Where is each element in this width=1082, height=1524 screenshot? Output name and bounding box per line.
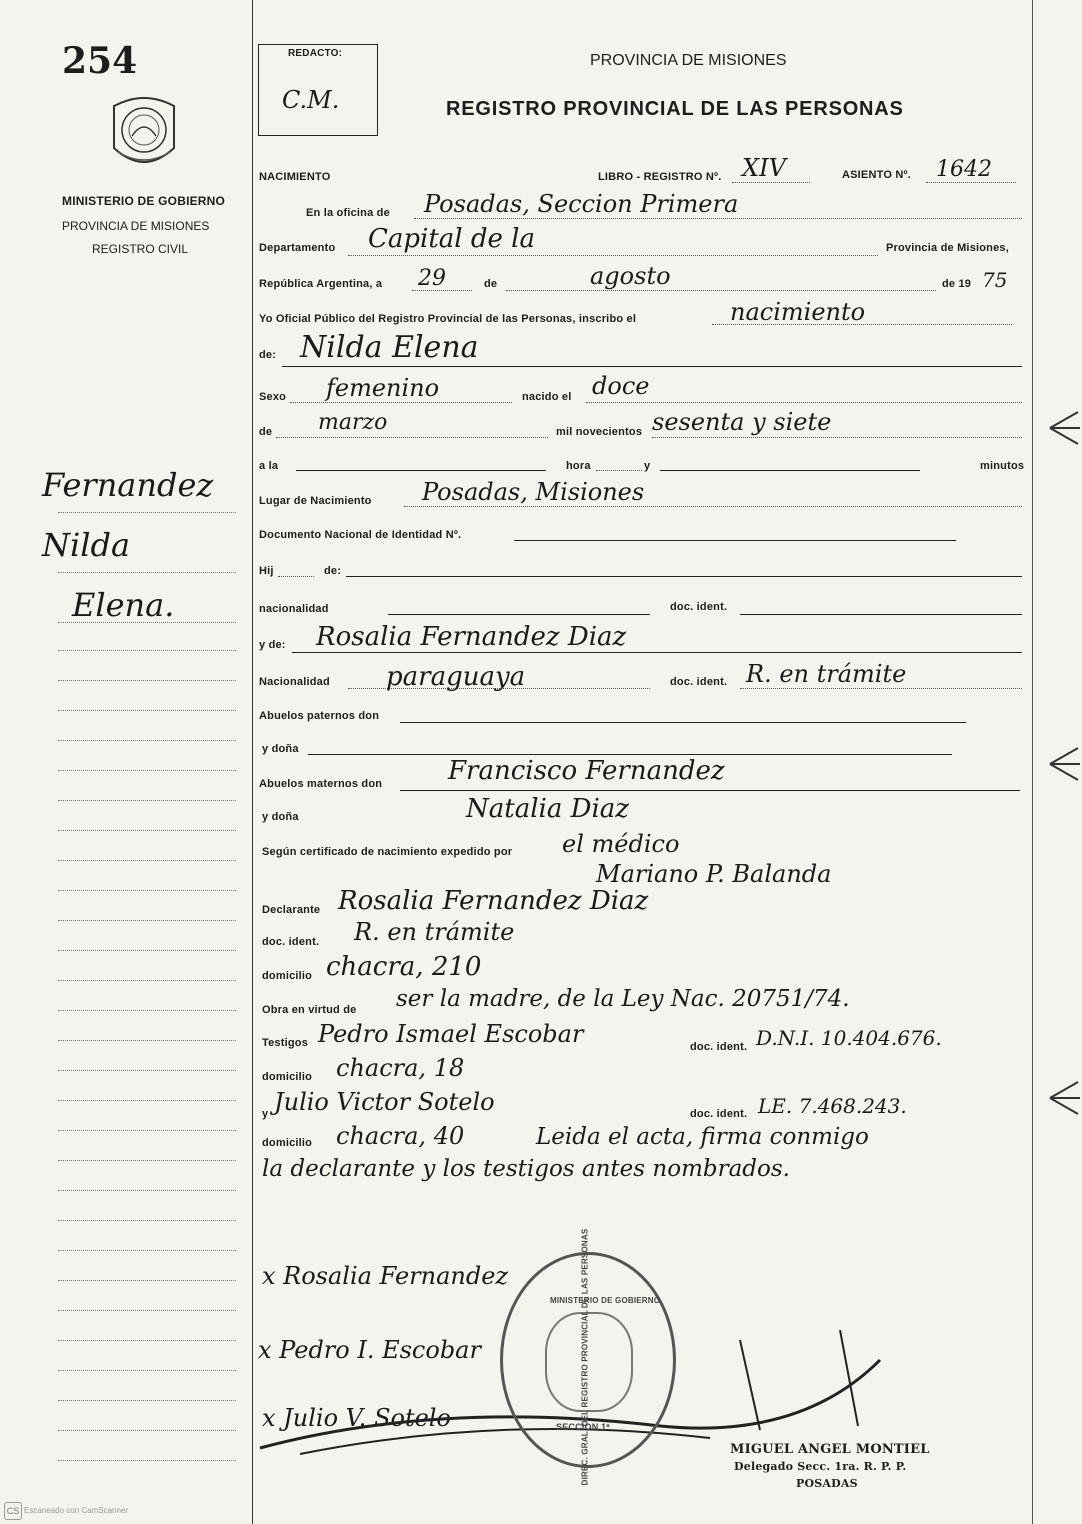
nacionalidad-label-2: Nacionalidad (259, 676, 330, 688)
record-type: NACIMIENTO (259, 171, 331, 183)
y-de-label: y de: (259, 639, 286, 651)
officer-city: POSADAS (796, 1477, 858, 1490)
header-province: PROVINCIA DE MISIONES (590, 52, 787, 69)
oficina-value: Posadas, Seccion Primera (424, 190, 739, 218)
nacionalidad-value: paraguaya (386, 662, 526, 692)
testigo2-value: Julio Victor Sotelo (274, 1088, 495, 1116)
testigo1-dom-label: domicilio (262, 1071, 313, 1083)
declarante-label: Declarante (262, 904, 321, 916)
child-name-value: Nilda Elena (300, 330, 479, 365)
abuelo-materno-value: Francisco Fernandez (448, 756, 725, 786)
coat-of-arms-icon (104, 92, 184, 181)
doc-ident-value-2: R. en trámite (746, 660, 907, 688)
nac-mes-value: marzo (318, 410, 388, 435)
declarante-doc-value: R. en trámite (354, 918, 515, 946)
abuelos-maternos-label: Abuelos maternos don (259, 778, 383, 790)
left-margin-line (252, 0, 253, 1524)
sexo-value: femenino (326, 374, 440, 402)
lugar-label: Lugar de Nacimiento (259, 495, 372, 507)
minutos-label: minutos (980, 460, 1025, 472)
libro-label: LIBRO - REGISTRO Nº. (598, 171, 722, 183)
libro-value: XIV (742, 154, 786, 182)
signature-testigo-2: x Julio V. Sotelo (262, 1404, 451, 1432)
certificado-value-1: el médico (562, 830, 680, 858)
closing-line-1: Leida el acta, firma conmigo (536, 1124, 869, 1150)
a-la-label: a la (259, 460, 279, 472)
testigo1-doc-value: D.N.I. 10.404.676. (756, 1026, 942, 1050)
closing-line-2: la declarante y los testigos antes nombrados. (262, 1156, 790, 1182)
nacionalidad-label-1: nacionalidad (259, 603, 329, 615)
domicilio-value: chacra, 210 (326, 952, 482, 982)
page-number: 254 (62, 40, 138, 82)
binding-mark-icon (1048, 408, 1082, 453)
dia-value: 29 (418, 266, 446, 291)
abuela-materna-value: Natalia Diaz (466, 794, 629, 824)
inscribo-label: Yo Oficial Público del Registro Provincial de las Personas, inscribo el (259, 313, 637, 325)
asiento-label: ASIENTO Nº. (842, 169, 911, 181)
mil-value: sesenta y siete (652, 408, 832, 436)
certificado-value-2: Mariano P. Balanda (596, 860, 832, 888)
nacido-value: doce (592, 372, 650, 400)
signature-testigo-1: x Pedro I. Escobar (258, 1336, 481, 1364)
scanner-logo-icon: CS (4, 1502, 22, 1520)
testigo2-doc-label: doc. ident. (690, 1108, 748, 1120)
de-label: de (484, 278, 498, 290)
header-title: REGISTRO PROVINCIAL DE LAS PERSONAS (446, 98, 904, 120)
margin-note-surname: Fernandez (42, 466, 214, 504)
declarante-value: Rosalia Fernandez Diaz (338, 886, 649, 916)
departamento-value: Capital de la (368, 224, 535, 254)
testigos-label: Testigos (262, 1037, 309, 1049)
de-name-label: de: (259, 349, 277, 361)
inscribo-value: nacimiento (730, 298, 866, 326)
y-label: y (644, 460, 651, 472)
declarante-doc-label: doc. ident. (262, 936, 320, 948)
madre-value: Rosalia Fernandez Diaz (316, 622, 627, 652)
mil-label: mil novecientos (556, 426, 643, 438)
right-margin-line (1032, 0, 1033, 1524)
margin-note-second-name: Elena. (72, 586, 175, 624)
mes-value: agosto (590, 262, 671, 290)
y-dona-label-1: y doña (262, 743, 299, 755)
testigo2-dom-label: domicilio (262, 1137, 313, 1149)
seal-outer-text: DIREC. GRAL. DEL REGISTRO PROVINCIAL DE LAS PERSONAS (580, 1228, 590, 1486)
de-mes-label: de (259, 426, 273, 438)
redacto-label: REDACTO: (288, 48, 343, 59)
abuelos-paternos-label: Abuelos paternos don (259, 710, 380, 722)
testigo2-dom-value: chacra, 40 (336, 1122, 465, 1150)
binding-mark-icon (1048, 744, 1082, 789)
republica-label: República Argentina, a (259, 278, 383, 290)
de-year-label: de 19 (942, 278, 972, 290)
obra-value: ser la madre, de la Ley Nac. 20751/74. (396, 986, 850, 1012)
testigo1-dom-value: chacra, 18 (336, 1054, 465, 1082)
hij-de-label: de: (324, 565, 342, 577)
departamento-label: Departamento (259, 242, 336, 254)
registry-office: REGISTRO CIVIL (92, 242, 189, 256)
ministry-title: MINISTERIO DE GOBIERNO (62, 194, 226, 208)
binding-mark-icon (1048, 1078, 1082, 1123)
signature-declarante: x Rosalia Fernandez (262, 1262, 509, 1290)
hij-label: Hij (259, 565, 274, 577)
nacido-label: nacido el (522, 391, 572, 403)
officer-name: MIGUEL ANGEL MONTIEL (730, 1442, 930, 1457)
lugar-value: Posadas, Misiones (422, 478, 645, 506)
domicilio-label: domicilio (262, 970, 313, 982)
year-value: 75 (982, 268, 1008, 292)
seal-seccion: SECCION 1ª (556, 1422, 610, 1432)
oficina-label: En la oficina de (306, 207, 390, 219)
dni-label: Documento Nacional de Identidad Nº. (259, 529, 462, 541)
province-subtitle: PROVINCIA DE MISIONES (62, 219, 210, 233)
testigo1-value: Pedro Ismael Escobar (318, 1020, 584, 1048)
testigo2-doc-value: LE. 7.468.243. (758, 1094, 907, 1118)
hora-label: hora (566, 460, 591, 472)
margin-note-name: Nilda (42, 526, 131, 564)
certificado-label: Según certificado de nacimiento expedido por (262, 846, 513, 858)
provincia-label: Provincia de Misiones, (886, 242, 1009, 254)
sexo-label: Sexo (259, 391, 287, 403)
seal-inner-text: MINISTERIO DE GOBIERNO (550, 1296, 661, 1305)
testigo1-doc-label: doc. ident. (690, 1041, 748, 1053)
obra-label: Obra en virtud de (262, 1004, 357, 1016)
doc-ident-label-1: doc. ident. (670, 601, 728, 613)
scanner-watermark: Escaneado con CamScanner (24, 1506, 129, 1515)
y-dona-label-2: y doña (262, 811, 299, 823)
asiento-value: 1642 (936, 157, 992, 182)
y-testigo-label: y (262, 1108, 269, 1120)
doc-ident-label-2: doc. ident. (670, 676, 728, 688)
redacto-value: C.M. (282, 86, 340, 114)
officer-role: Delegado Secc. 1ra. R. P. P. (734, 1460, 907, 1473)
